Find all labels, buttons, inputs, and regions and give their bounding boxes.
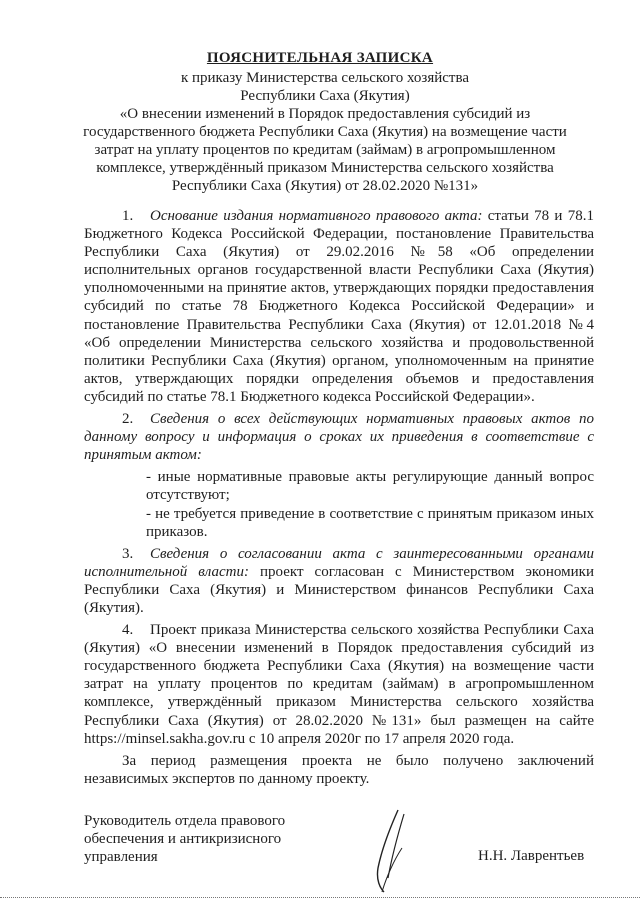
signatory-name: Н.Н. Лаврентьев [478,848,585,864]
section-number: 4. [122,622,134,639]
position-line: обеспечения и антикризисного [84,831,282,847]
subtitle-line: «О внесении изменений в Порядок предоставления субсидий из [119,106,531,122]
document-subtitle [78,69,572,195]
handwritten-signature [368,808,422,894]
section-4 [84,621,594,748]
page-bottom-divider [0,897,640,898]
section-number: 1. [122,208,134,224]
list-item: - иные нормативные правовые акты регулирующие данный вопрос отсутствуют; [146,469,594,504]
subtitle-line: Республики Саха (Якутия) от 28.02.2020 №131» [171,178,479,194]
section-lead: Сведения о всех действующих нормативных правовых актов по данному вопросу и информация о сроках их приведения в соответствие с принятым актом: [84,411,594,464]
section-number: 2. [122,411,134,428]
section-2 [84,410,594,464]
section-text: Проект приказа Министерства сельского хозяйства Республики Саха (Якутия) «О внесении изменений в Порядок предоставления субсидий из государственного бюджета Республики Саха (Якутия) на возмещение части затрат на уплату процентов по кредитам (займам) в агропромышленном комплексе, утверждённый приказом Министерства сельского хозяйства Республики Саха (Якутия) от 28.02.2020 №131» был размещен на сайте https://minsel.sakha.gov.ru с 10 апреля 2020г по 17 апреля 2020 года. [84,622,594,747]
document-title: ПОЯСНИТЕЛЬНАЯ ЗАПИСКА [206,50,434,66]
signatory-position [84,812,324,866]
subtitle-line: комплексе, утверждённый приказом Министерства сельского хозяйства [96,160,554,176]
position-line: управления [84,849,158,865]
section-text: проект согласован с Министерством экономики Республики Саха (Якутия) и Министерством финансов Республики Саха (Якутия). [84,563,594,616]
section-1 [84,207,594,406]
document-body [84,207,594,792]
list-item: - не требуется приведение в соответствие с принятым приказом иных приказов. [146,505,594,540]
subtitle-line: к приказу Министерства сельского хозяйства [180,70,470,86]
section-lead: Основание издания нормативного правового акта: [150,208,483,224]
closing-paragraph: За период размещения проекта не было получено заключений независимых экспертов по данному проекту. [84,752,594,787]
subtitle-line: государственного бюджета Республики Саха (Якутия) на возмещение части [83,124,567,140]
section-3 [84,545,594,617]
section-text: статьи 78 и 78.1 Бюджетного Кодекса Российской Федерации, постановление Правительства Республики Саха (Якутия) от 29.02.2016 №58 «Об определении исполнительных органов государственной власти Республики Саха (Якутия) уполномоченными на принятие актов, утверждающих порядки предоставления субсидий по статье 78 Бюджетного Кодекса Российской Федерации» и постановление Правительства Республики Саха (Якутия) от 12.01.2018 №4 «Об определении Министерства сельского хозяйства и продовольственной политики Республики Саха (Якутия) органом, уполномоченным на принятие актов, утверждающих порядки определения объемов и предоставления субсидий по статье 78.1 Бюджетного кодекса Российской Федерации». [84,208,594,405]
position-line: Руководитель отдела правового [84,813,286,829]
subtitle-line: Республики Саха (Якутия) [240,88,410,104]
subtitle-line: затрат на уплату процентов по кредитам (займам) в агропромышленном [94,142,556,158]
section-number: 3. [122,545,134,562]
section-lead: Сведения о согласовании акта с заинтересованными органами исполнительной власти: [84,545,594,580]
